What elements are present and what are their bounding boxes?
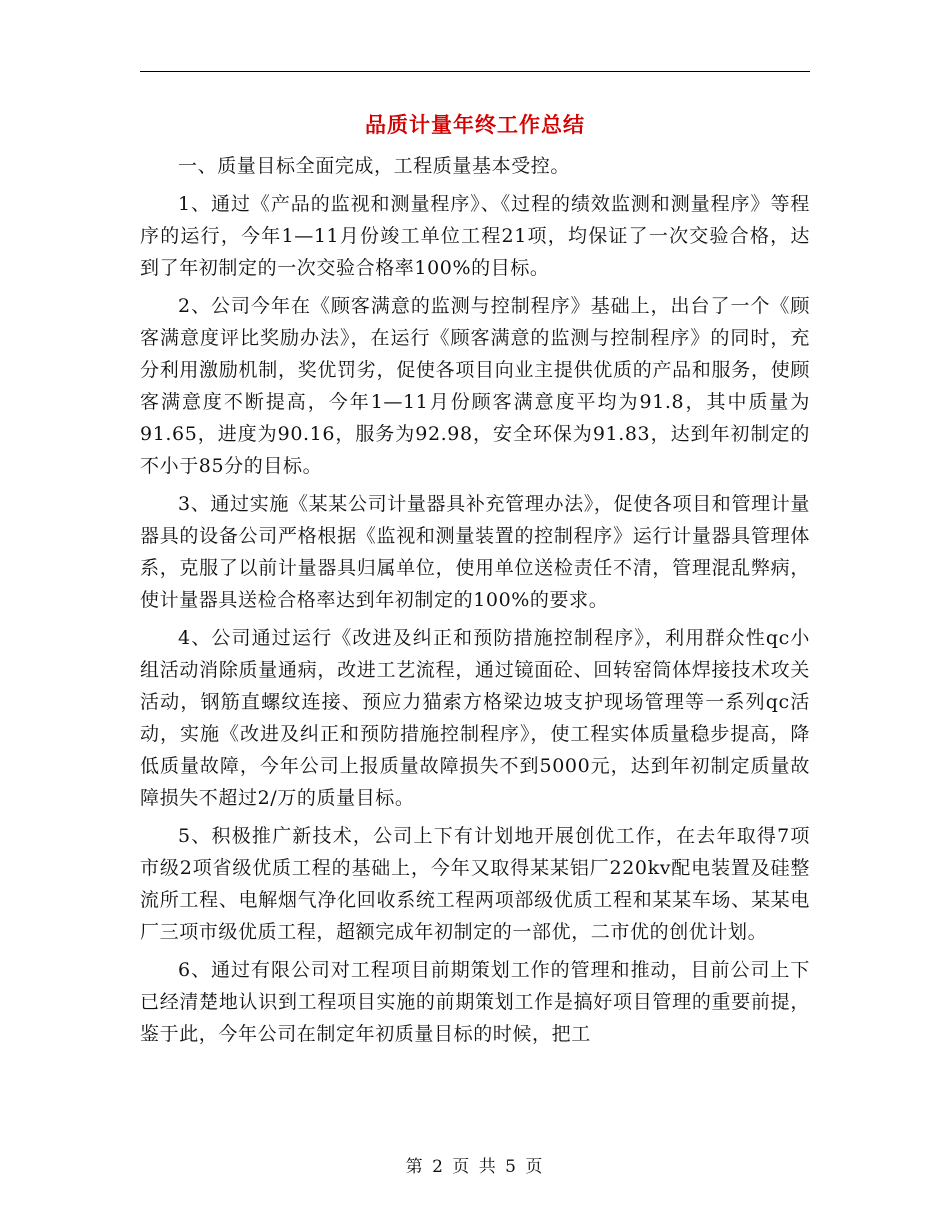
paragraph-item-1: 1、通过《产品的监视和测量程序》、《过程的绩效监测和测量程序》等程序的运行，今年1—11月份竣工单位工程21项，均保证了一次交验合格，达到了年初制定的一次交验合格率100%的目标。 bbox=[140, 193, 810, 279]
paragraph-item-5: 5、积极推广新技术，公司上下有计划地开展创优工作，在去年取得7项市级2项省级优质工程的基础上，今年又取得某某铝厂220kv配电装置及硅整流所工程、电解烟气净化回收系统工程两项部级优质工程和某某车场、某某电厂三项市级优质工程，超额完成年初制定的一部优，二市优的创优计划。 bbox=[140, 825, 810, 943]
paragraph-section-heading: 一、质量目标全面完成，工程质量基本受控。 bbox=[178, 155, 571, 177]
paragraph-item-4: 4、公司通过运行《改进及纠正和预防措施控制程序》，利用群众性qc小组活动消除质量通病，改进工艺流程，通过镜面砼、回转窑筒体焊接技术攻关活动，钢筋直螺纹连接、预应力猫索方格梁边坡支护现场管理等一系列qc活动，实施《改进及纠正和预防措施控制程序》，使工程实体质量稳步提高，降低质量故障，今年公司上报质量故障损失不到5000元，达到年初制定质量故障损失不超过2/万的质量目标。 bbox=[140, 627, 810, 809]
paragraph-item-6: 6、通过有限公司对工程项目前期策划工作的管理和推动，目前公司上下已经清楚地认识到工程项目实施的前期策划工作是搞好项目管理的重要前提，鉴于此，今年公司在制定年初质量目标的时候，把工 bbox=[140, 959, 810, 1045]
page-number: 第 2 页 共 5 页 bbox=[405, 1157, 545, 1177]
header-rule bbox=[140, 71, 810, 72]
document-title: 品质计量年终工作总结 bbox=[365, 112, 585, 137]
paragraph-item-2: 2、公司今年在《顾客满意的监测与控制程序》基础上，出台了一个《顾客满意度评比奖励办法》，在运行《顾客满意的监测与控制程序》的同时，充分利用激励机制，奖优罚劣，促使各项目向业主提供优质的产品和服务，使顾客满意度不断提高，今年1—11月份顾客满意度平均为91.8，其中质量为91.65，进度为90.16，服务为92.98，安全环保为91.83，达到年初制定的不小于85分的目标。 bbox=[140, 295, 810, 477]
document-body bbox=[140, 150, 810, 1056]
paragraph-item-3: 3、通过实施《某某公司计量器具补充管理办法》，促使各项目和管理计量器具的设备公司严格根据《监视和测量装置的控制程序》运行计量器具管理体系，克服了以前计量器具归属单位，使用单位送检责任不清，管理混乱弊病，使计量器具送检合格率达到年初制定的100%的要求。 bbox=[140, 493, 810, 611]
